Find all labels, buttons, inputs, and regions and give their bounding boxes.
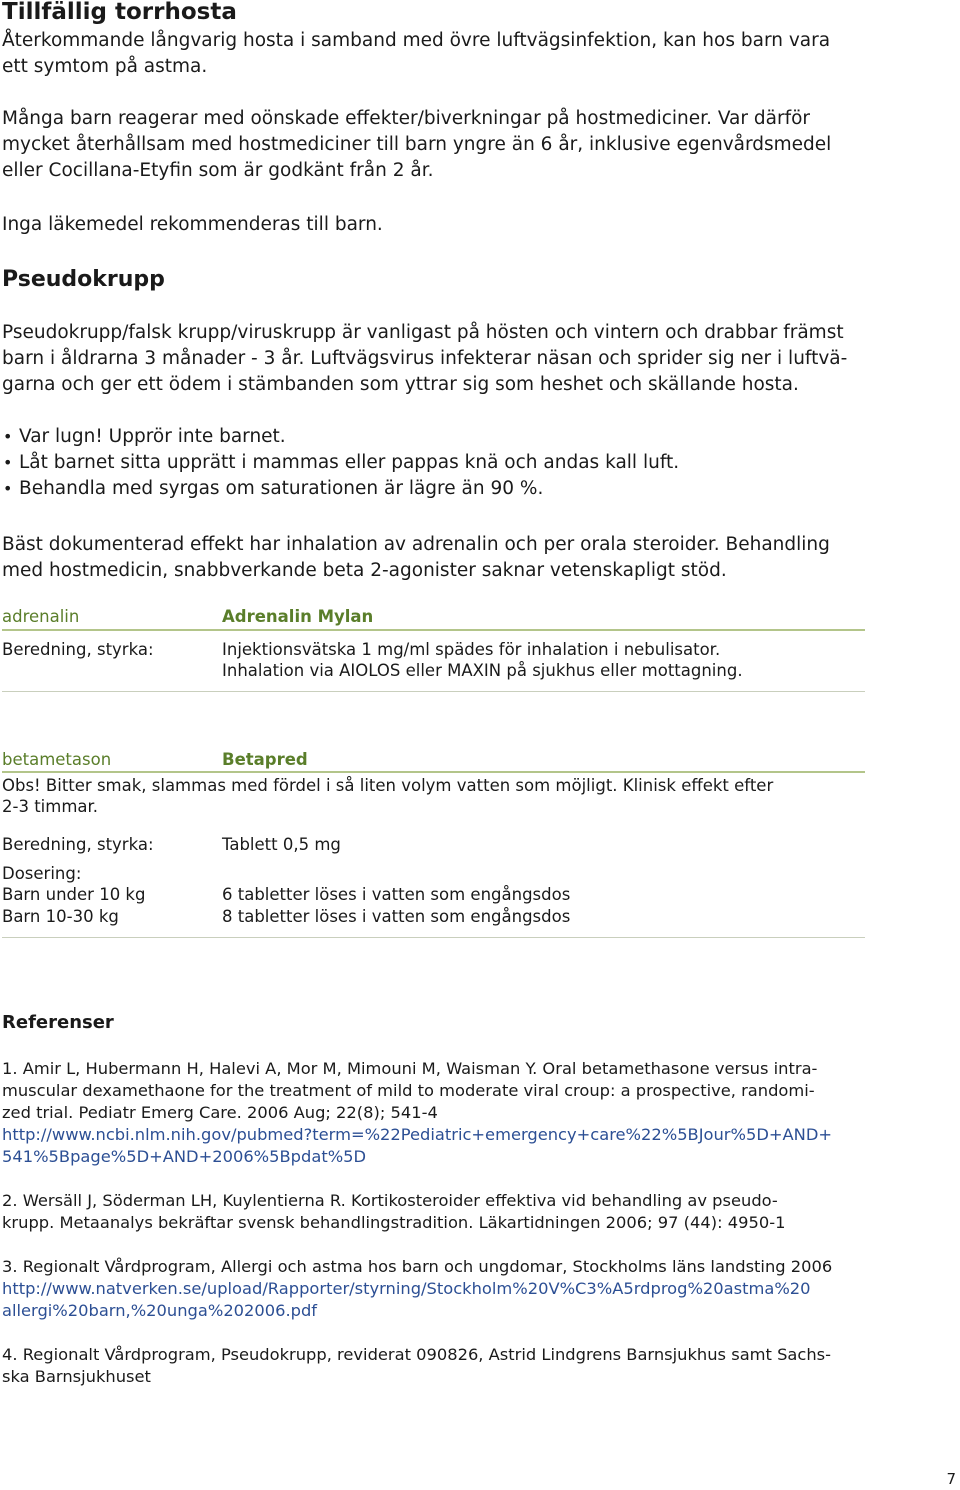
text-line: 2-3 timmar. — [2, 797, 99, 816]
references-title: Referenser — [2, 1012, 114, 1033]
table-divider — [2, 937, 865, 938]
table-divider — [2, 771, 865, 773]
pseudokrupp-paragraph-1 — [2, 320, 847, 398]
reference-2 — [2, 1190, 785, 1234]
drug-generic-name: betametason — [2, 750, 112, 769]
reference-link[interactable]: http://www.natverken.se/upload/Rapporter/styrning/Stockholm%20V%C3%A5rdprog%20astma%20 — [2, 1279, 811, 1298]
text-line: zed trial. Pediatr Emerg Care. 2006 Aug; 22(8); 541-4 — [2, 1103, 438, 1122]
text-line: barn i åldrarna 3 månader - 3 år. Luftvägsvirus infekterar näsan och sprider sig ner i luftvä- — [2, 348, 848, 369]
table-divider — [2, 629, 865, 631]
text-line: garna och ger ett ödem i stämbanden som yttrar sig som heshet och skällande hosta. — [2, 374, 799, 395]
drug-note — [2, 775, 773, 817]
drug-brand-name: Adrenalin Mylan — [222, 607, 374, 626]
dosing-row-label: Barn 10-30 kg — [2, 907, 119, 926]
reference-link[interactable]: 541%5Bpage%5D+AND+2006%5Bpdat%5D — [2, 1147, 367, 1166]
reference-link[interactable]: http://www.ncbi.nlm.nih.gov/pubmed?term=%22Pediatric+emergency+care%22%5BJour%5D+AND+ — [2, 1125, 833, 1144]
reference-link[interactable]: allergi%20barn,%20unga%202006.pdf — [2, 1301, 318, 1320]
torrhosta-paragraph-2 — [2, 106, 831, 184]
text-line: Många barn reagerar med oönskade effekter/biverkningar på hostmediciner. Var därför — [2, 108, 811, 129]
text-line: 2. Wersäll J, Söderman LH, Kuylentierna R. Kortikosteroider effektiva vid behandling av pseudo- — [2, 1191, 778, 1210]
list-item: • Var lugn! Upprör inte barnet. — [2, 424, 679, 450]
text-line: 3. Regionalt Vårdprogram, Allergi och astma hos barn och ungdomar, Stockholms läns landsting 2006 — [2, 1257, 833, 1276]
text-line: Obs! Bitter smak, slammas med fördel i så liten volym vatten som möjligt. Klinisk effekt efter — [2, 776, 774, 795]
pseudokrupp-bullet-list — [2, 424, 679, 502]
text-line: Inhalation via AIOLOS eller MAXIN på sjukhus eller mottagning. — [222, 661, 743, 680]
page-number: 7 — [946, 1470, 956, 1488]
drug-generic-name: adrenalin — [2, 607, 80, 626]
drug-brand-name: Betapred — [222, 750, 308, 769]
preparation-value: Tablett 0,5 mg — [222, 835, 341, 854]
text-line: Bäst dokumenterad effekt har inhalation av adrenalin och per orala steroider. Behandling — [2, 534, 830, 555]
dosing-row-value: 6 tabletter löses i vatten som engångsdos — [222, 885, 571, 904]
preparation-value — [222, 639, 743, 681]
text-line: Injektionsvätska 1 mg/ml spädes för inhalation i nebulisator. — [222, 640, 721, 659]
text-line: ska Barnsjukhuset — [2, 1367, 151, 1386]
list-item: • Behandla med syrgas om saturationen är lägre än 90 %. — [2, 476, 679, 502]
dosing-row-label: Barn under 10 kg — [2, 885, 146, 904]
text-line: krupp. Metaanalys bekräftar svensk behandlingstradition. Läkartidningen 2006; 97 (44): 4950-1 — [2, 1213, 786, 1232]
dosing-label: Dosering: — [2, 864, 82, 883]
text-line: mycket återhållsam med hostmediciner till barn yngre än 6 år, inklusive egenvårdsmedel — [2, 134, 832, 155]
torrhosta-paragraph-1 — [2, 28, 830, 80]
reference-3 — [2, 1256, 832, 1322]
reference-4 — [2, 1344, 831, 1388]
pseudokrupp-paragraph-2 — [2, 532, 830, 584]
preparation-label: Beredning, styrka: — [2, 640, 154, 659]
preparation-label: Beredning, styrka: — [2, 835, 154, 854]
text-line: 1. Amir L, Hubermann H, Halevi A, Mor M, Mimouni M, Waisman Y. Oral betamethasone versus intra- — [2, 1059, 818, 1078]
text-line: ett symtom på astma. — [2, 56, 208, 77]
reference-1 — [2, 1058, 832, 1168]
text-line: muscular dexamethaone for the treatment of mild to moderate viral croup: a prospective, randomi- — [2, 1081, 815, 1100]
table-divider — [2, 691, 865, 692]
section-title-pseudokrupp: Pseudokrupp — [2, 267, 165, 292]
list-item: • Låt barnet sitta upprätt i mammas eller pappas knä och andas kall luft. — [2, 450, 679, 476]
text-line: Återkommande långvarig hosta i samband med övre luftvägsinfektion, kan hos barn vara — [2, 30, 831, 51]
section-title-torrhosta: Tillfällig torrhosta — [2, 0, 237, 25]
text-line: med hostmedicin, snabbverkande beta 2-agonister saknar vetenskapligt stöd. — [2, 560, 727, 581]
dosing-row-value: 8 tabletter löses i vatten som engångsdos — [222, 907, 571, 926]
text-line: 4. Regionalt Vårdprogram, Pseudokrupp, reviderat 090826, Astrid Lindgrens Barnsjukhus samt Sachs- — [2, 1345, 832, 1364]
torrhosta-paragraph-3: Inga läkemedel rekommenderas till barn. — [2, 214, 383, 235]
text-line: Pseudokrupp/falsk krupp/viruskrupp är vanligast på hösten och vintern och drabbar främst — [2, 322, 844, 343]
text-line: eller Cocillana-Etyfin som är godkänt från 2 år. — [2, 160, 434, 181]
